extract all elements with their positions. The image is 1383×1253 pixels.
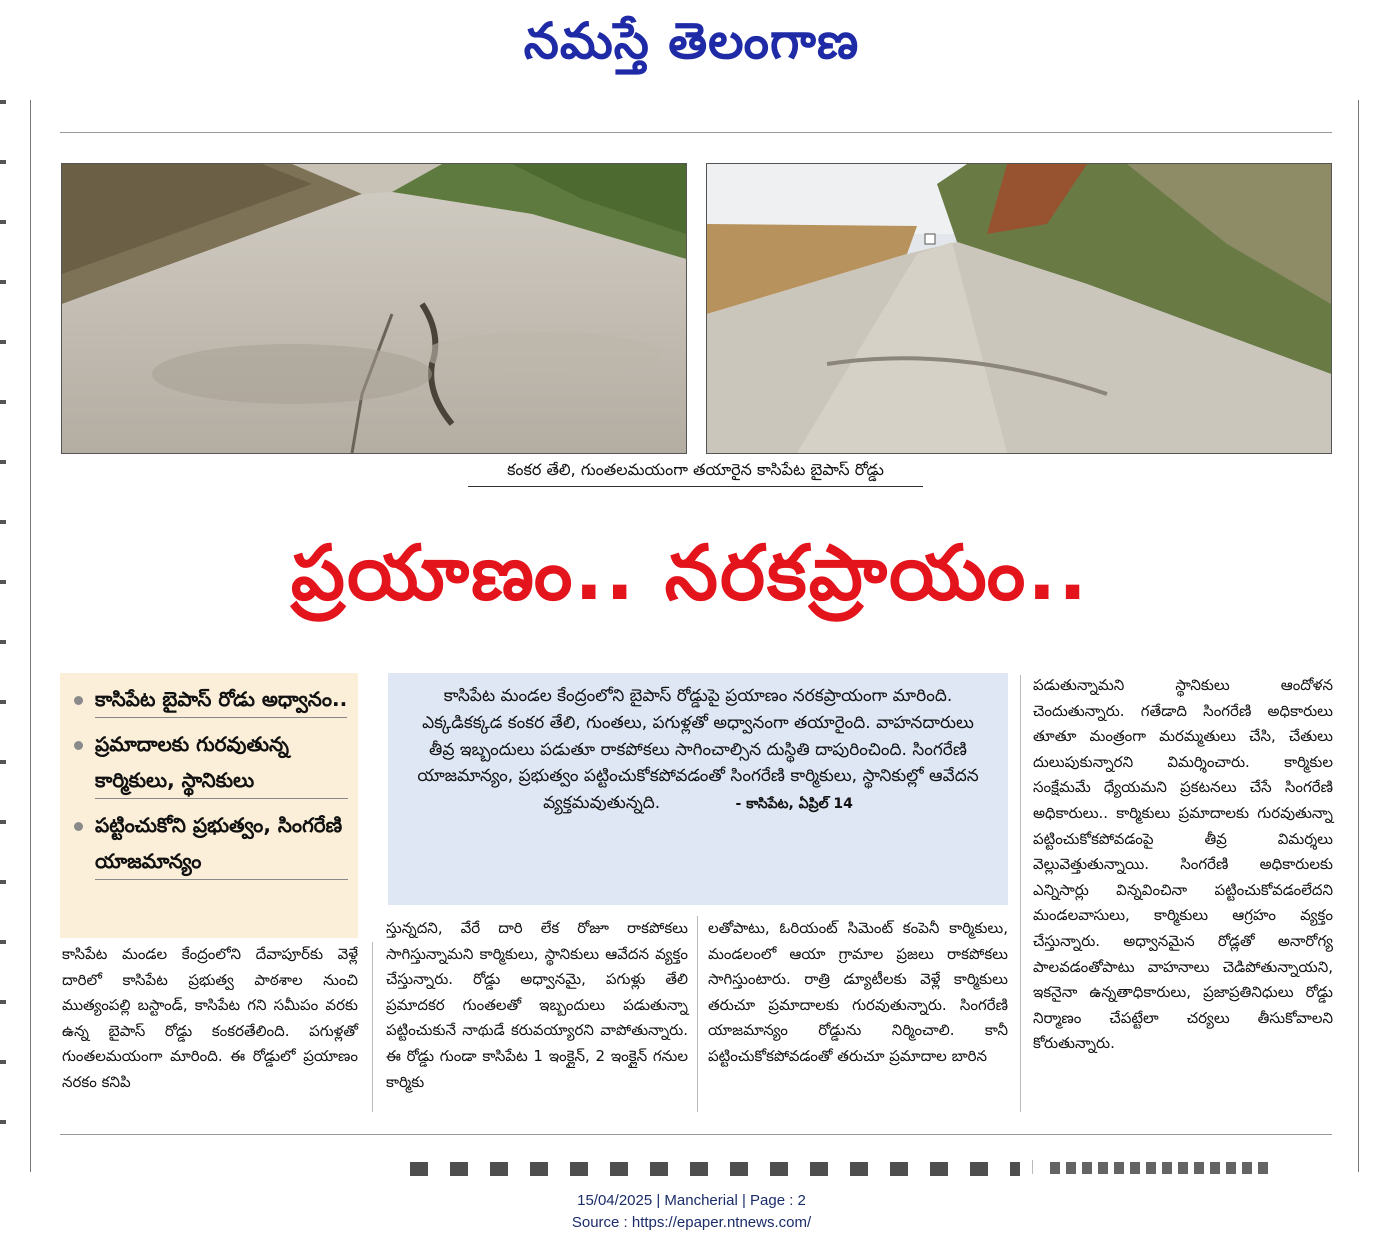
- edition-info: 15/04/2025 | Mancherial | Page : 2: [577, 1192, 806, 1209]
- road-photo-left: [61, 163, 687, 454]
- divider-bottom: [60, 1134, 1332, 1135]
- article-column-3: లతోపాటు, ఓరియంట్ సిమెంట్ కంపెనీ కార్మికులు, మండలంలో ఆయా గ్రామాల ప్రజలు రాకపోకలు సాగిస్తుంటారు. రాత్రి డ్యూటీలకు వెళ్లే కార్మికులు తరుచూ ప్రమాదాలకు గురవుతున్నారు. సింగరేణి యాజమాన్యం రోడ్డును నిర్మించాలి. కానీ పట్టించుకోకపోవడంతో తరుచూ ప్రమాదాల బారిన: [708, 919, 1008, 1065]
- adjacent-page-edge: [0, 100, 6, 1170]
- bullet-icon: [74, 822, 83, 831]
- column-divider: [1032, 1160, 1033, 1174]
- page-border-right: [1358, 100, 1359, 1172]
- source-link[interactable]: Source : https://epaper.ntnews.com/: [571, 1214, 812, 1231]
- article-intro-box: [388, 673, 1008, 905]
- road-photo-right-image: [707, 164, 1331, 453]
- article-headline: ప్రయాణం.. నరకప్రాయం..: [290, 528, 1090, 617]
- highlights-box: [60, 673, 358, 938]
- next-article-cut-headline: [410, 1162, 1020, 1176]
- newspaper-masthead: నమస్తే తెలంగాణ: [523, 11, 860, 70]
- column-divider: [372, 942, 373, 1112]
- road-photo-right: [706, 163, 1332, 454]
- highlight-text: కాసిపేట బైపాస్ రోడు అధ్వానం..: [95, 681, 347, 718]
- road-photo-left-image: [62, 164, 686, 453]
- column-divider: [697, 916, 698, 1112]
- bullet-icon: [74, 741, 83, 750]
- article-column-1: కాసిపేట మండల కేంద్రంలోని దేవాపూర్‌కు వెళ్లే దారిలో కాసిపేట ప్రభుత్వ పాఠశాల నుంచి ముత్యంపల్లి బస్టాండ్, కాసిపేట గని సమీపం వరకు ఉన్న బైపాస్ రోడ్డు కంకరతేలింది. పగుళ్లతో గుంతలమయంగా మారింది. ఈ రోడ్డులో ప్రయాణం నరకం కనిపి: [62, 945, 358, 1091]
- photo-caption: కంకర తేలి, గుంతలమయంగా తయారైన కాసిపేట బైపాస్ రోడ్డు: [468, 460, 923, 487]
- highlight-item: [74, 681, 348, 718]
- next-article-cut-text: [1050, 1162, 1270, 1174]
- article-intro-text: కాసిపేట మండల కేంద్రంలోని బైపాస్ రోడ్డుపై ప్రయాణం నరకప్రాయంగా మారింది. ఎక్కడికక్కడ కంకర తేలి, గుంతలు, పగుళ్లతో అధ్వానంగా తయారైంది. వాహనదారులు తీవ్ర ఇబ్బందులు పడుతూ రాకపోకలు సాగించాల్సిన దుస్థితి దాపురించింది. సింగరేణి యాజమాన్యం, ప్రభుత్వం పట్టించుకోకపోవడంతో సింగరేణి కార్మికులు, స్థానికుల్లో ఆవేదన వ్యక్తమవుతున్నది.: [417, 686, 979, 814]
- article-dateline: - కాసిపేట, ఏప్రిల్ 14: [735, 796, 853, 813]
- page-footer: [0, 1190, 1383, 1234]
- highlight-text: ప్రమాదాలకు గురవుతున్న కార్మికులు, స్థానికులు: [95, 726, 348, 799]
- page-border-left: [30, 100, 31, 1172]
- highlight-item: [74, 807, 348, 880]
- bullet-icon: [74, 696, 83, 705]
- column-divider: [1020, 675, 1021, 1112]
- highlight-text: పట్టించుకోని ప్రభుత్వం, సింగరేణి యాజమాన్యం: [95, 807, 348, 880]
- article-column-4: పడుతున్నామని స్థానికులు ఆందోళన చెందుతున్నారు. గతేడాది సింగరేణి అధికారులు తూతూ మంత్రంగా మరమ్మతులు చేసి, చేతులు దులుపుకున్నారని విమర్శించారు. కార్మికుల సంక్షేమమే ధ్యేయమని ప్రకటనలు చేసే సింగరేణి అధికారులు.. కార్మికులు ప్రమాదాలకు గురవుతున్నా పట్టించుకోకపోవడంపై తీవ్ర విమర్శలు వెల్లువెత్తుతున్నాయి. సింగరేణి అధికారులకు ఎన్నిసార్లు విన్నవించినా పట్టించుకోవడంలేదని మండలవాసులు, కార్మికులు ఆగ్రహం వ్యక్తం చేస్తున్నారు. అధ్వానమైన రోడ్లతో అనారోగ్య పాలవడంతోపాటు వాహనాలు చెడిపోతున్నాయని, ఇకనైనా ఉన్నతాధికారులు, ప్రజాప్రతినిధులు రోడ్డు నిర్మాణం చేపట్టేలా చర్యలు తీసుకోవాలని కోరుతున్నారు.: [1033, 676, 1333, 1053]
- previous-article-cut-text: [60, 92, 1332, 110]
- highlight-item: [74, 726, 348, 799]
- divider-top: [60, 132, 1332, 133]
- article-column-2: స్తున్నదని, వేరే దారి లేక రోజూ రాకపోకలు సాగిస్తున్నామని కార్మికులు, స్థానికులు ఆవేదన వ్యక్తం చేస్తున్నారు. రోడ్డు అధ్వానమై, పగుళ్లు తేలి ప్రమాదకర గుంతలతో ఇబ్బందులు పడుతున్నా పట్టించుకునే నాథుడే కరువయ్యారని వాపోతున్నారు. ఈ రోడ్డు గుండా కాసిపేట 1 ఇంక్లైన్, 2 ఇంక్లైన్ గనుల కార్మికు: [386, 919, 688, 1091]
